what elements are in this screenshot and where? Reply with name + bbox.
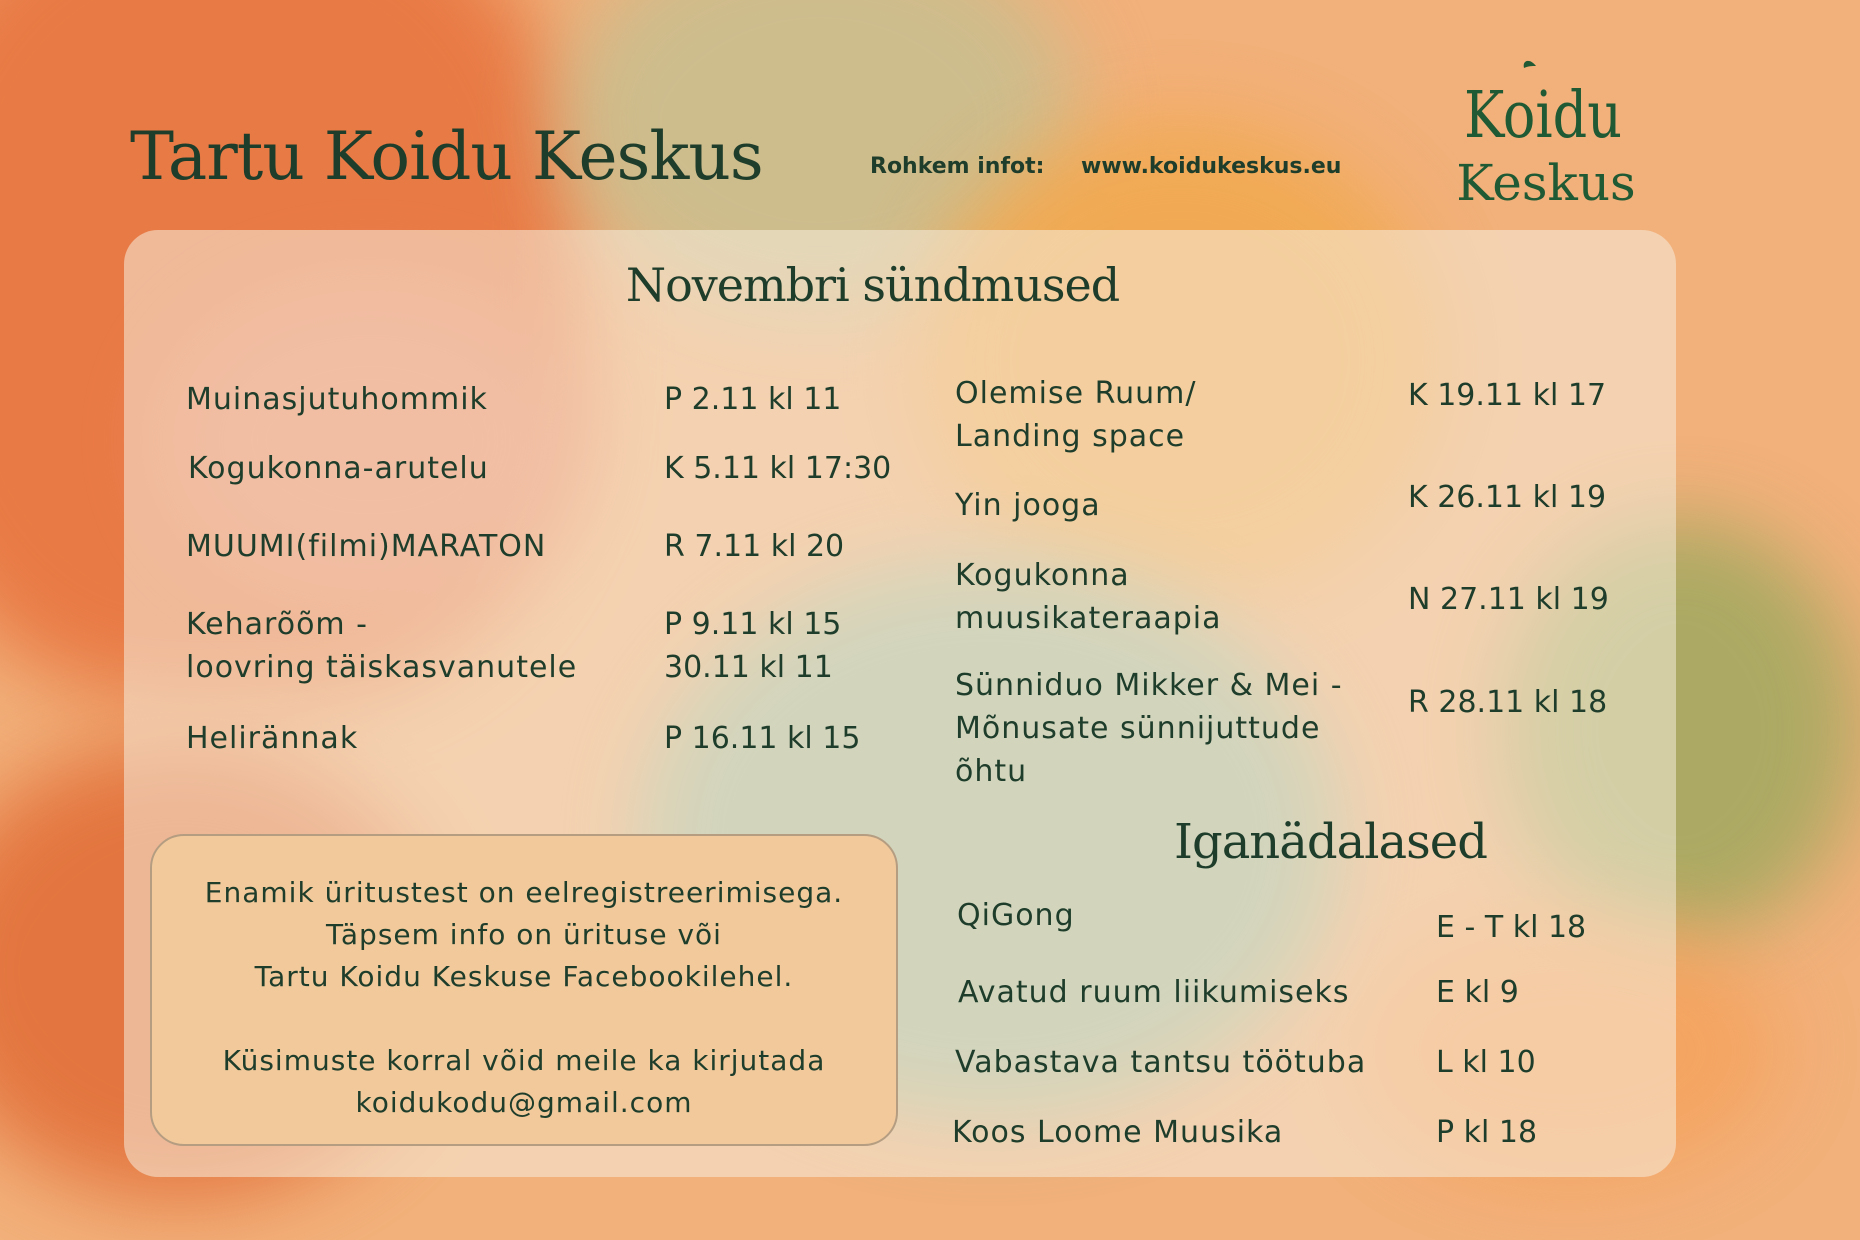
info-line: Tartu Koidu Keskuse Facebookilehel. (254, 960, 794, 993)
weekly-event-time: E - T kl 18 (1436, 910, 1587, 945)
logo-text-top: Koidu (1464, 78, 1622, 154)
event-time: P 2.11 kl 11 (664, 382, 842, 417)
event-time: K 19.11 kl 17 (1408, 378, 1607, 413)
event-name: Muinasjutuhommik (186, 382, 488, 417)
logo-text-bottom: Keskus (1456, 154, 1636, 212)
event-time: R 7.11 kl 20 (664, 529, 845, 564)
website-link[interactable]: www.koidukeskus.eu (1081, 154, 1342, 179)
weekly-events-title: Iganädalased (1174, 814, 1487, 870)
event-name: Helirännak (186, 721, 359, 756)
event-time: R 28.11 kl 18 (1408, 685, 1608, 720)
more-info-label: Rohkem infot: (870, 154, 1045, 179)
koidu-keskus-logo (1456, 58, 1636, 212)
weekly-event-name: Vabastava tantsu töötuba (955, 1045, 1367, 1080)
event-name: Yin jooga (955, 488, 1101, 523)
weekly-event-name: QiGong (957, 898, 1075, 933)
info-line: Küsimuste korral võid meile ka kirjutada (222, 1044, 826, 1077)
weekly-event-time: E kl 9 (1436, 975, 1519, 1010)
event-name: MUUMI(filmi)MARATON (186, 529, 547, 564)
info-line: Enamik üritustest on eelregistreerimisega. (204, 876, 844, 909)
event-name: Olemise Ruum/ Landing space (955, 376, 1197, 454)
page-title: Tartu Koidu Keskus (130, 118, 763, 195)
monthly-events-title: Novembri sündmused (625, 258, 1120, 312)
weekly-event-time: L kl 10 (1436, 1045, 1536, 1080)
info-line: Täpsem info on ürituse või (326, 918, 722, 951)
contact-email[interactable]: koidukodu@gmail.com (355, 1086, 693, 1119)
event-time: P 9.11 kl 15 30.11 kl 11 (664, 607, 842, 685)
weekly-event-time: P kl 18 (1436, 1115, 1538, 1150)
event-time: P 16.11 kl 15 (664, 721, 861, 756)
event-time: K 26.11 kl 19 (1408, 480, 1607, 515)
weekly-event-name: Koos Loome Muusika (952, 1115, 1284, 1150)
event-name: Kogukonna muusikateraapia (955, 558, 1222, 636)
event-name: Sünniduo Mikker & Mei - Mõnusate sünnijuttude õhtu (955, 668, 1343, 789)
event-name: Kogukonna-arutelu (188, 451, 489, 486)
event-name: Keharõõm - loovring täiskasvanutele (186, 607, 578, 685)
event-time: N 27.11 kl 19 (1408, 582, 1609, 617)
registration-info-box (150, 834, 898, 1146)
weekly-event-name: Avatud ruum liikumiseks (958, 975, 1350, 1010)
event-time: K 5.11 kl 17:30 (664, 451, 892, 486)
